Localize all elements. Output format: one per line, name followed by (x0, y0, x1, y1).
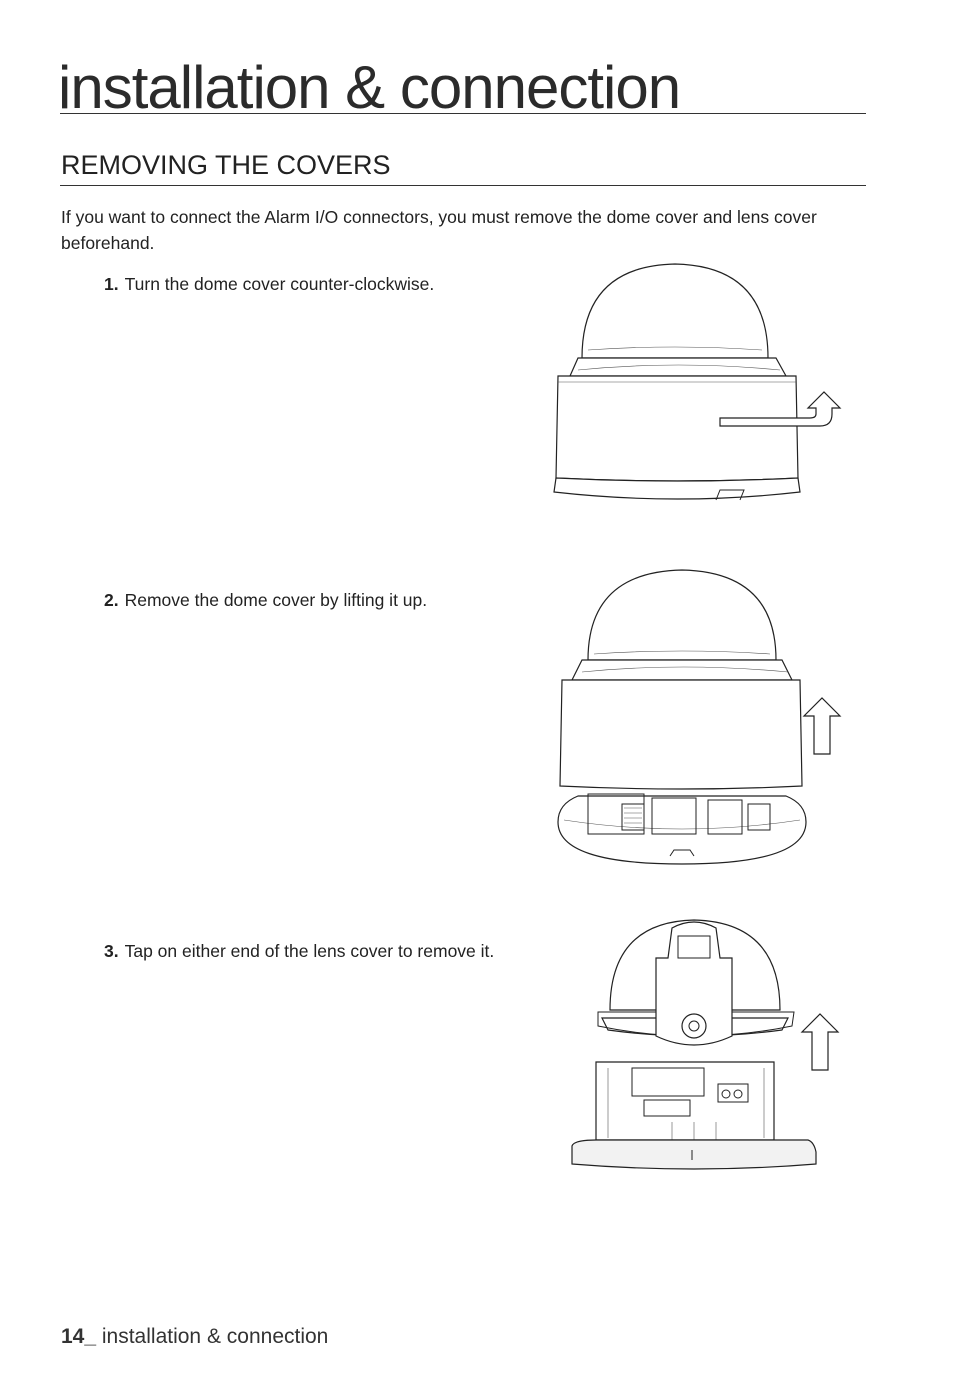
step-3-number: 3. (104, 941, 119, 961)
chapter-divider (60, 113, 866, 114)
page-footer (61, 1325, 328, 1349)
step-3-text: Tap on either end of the lens cover to remove it. (124, 941, 495, 961)
step-1 (104, 274, 434, 295)
circuit-board (596, 1062, 774, 1140)
camera-base-plate (572, 1140, 816, 1169)
dome-cover-body (560, 680, 802, 789)
dome-cover-lift-illustration (548, 568, 858, 868)
camera-base (554, 478, 800, 499)
step-1-text: Turn the dome cover counter-clockwise. (124, 274, 435, 294)
lift-arrow-icon (804, 698, 840, 754)
page-number: 14_ (61, 1325, 97, 1348)
step-2-number: 2. (104, 590, 119, 610)
dome-collar (570, 358, 786, 376)
section-divider (60, 185, 866, 186)
step-2 (104, 590, 427, 611)
step-2-text: Remove the dome cover by lifting it up. (124, 590, 428, 610)
dome-shape (588, 570, 776, 660)
lens-icon (682, 1014, 706, 1038)
step-3 (104, 941, 494, 962)
footer-label: installation & connection (96, 1325, 329, 1348)
intro-paragraph: If you want to connect the Alarm I/O connectors, you must remove the dome cover and lens cover beforehand. (61, 207, 817, 253)
dome-shape (582, 264, 768, 358)
chapter-title: installation & connection (58, 54, 681, 121)
lens-cover-removal-illustration (568, 918, 848, 1174)
dome-cover-rotate-illustration (548, 258, 858, 508)
camera-body (556, 376, 798, 481)
remove-arrow-icon (802, 1014, 838, 1070)
step-1-number: 1. (104, 274, 119, 294)
section-title: REMOVING THE COVERS (61, 150, 391, 180)
